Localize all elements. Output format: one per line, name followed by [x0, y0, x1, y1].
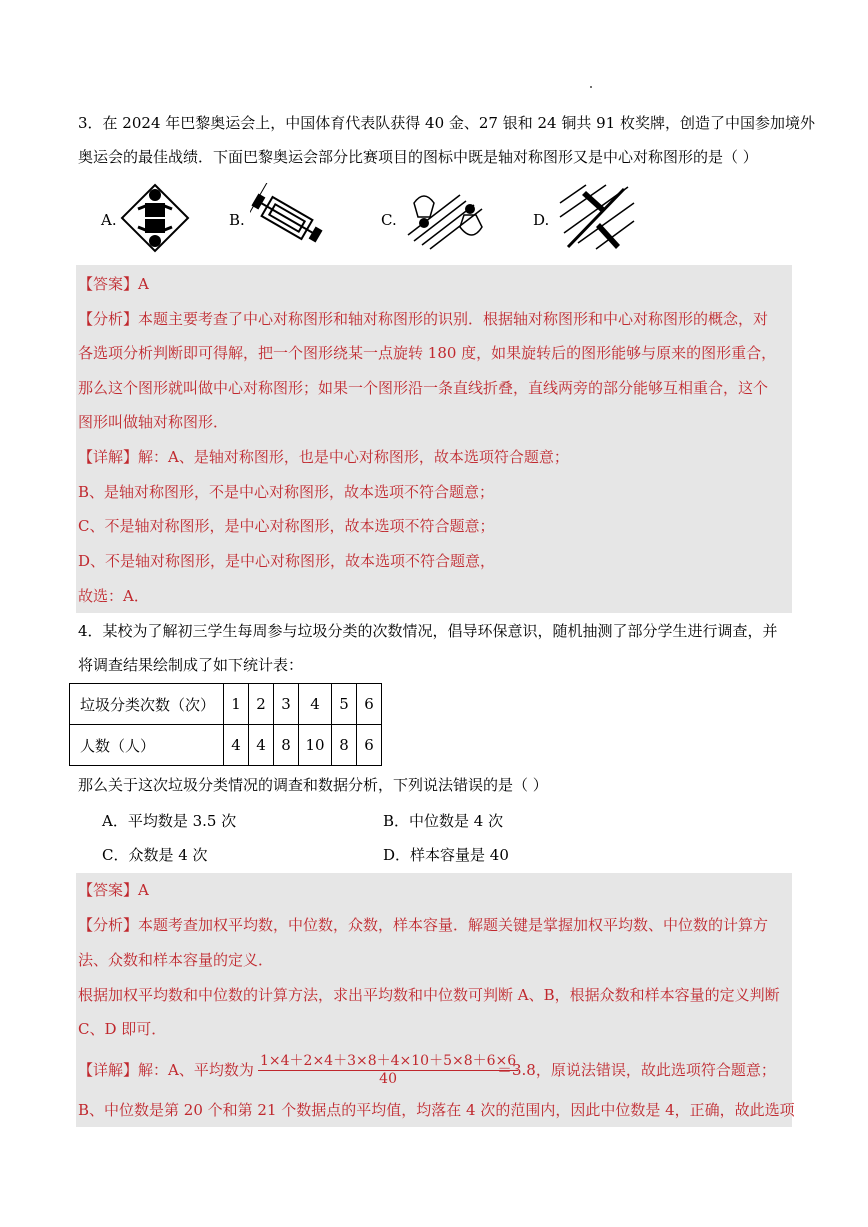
- q3-answer-tag: 【答案】: [78, 275, 139, 293]
- table-cell: 10: [299, 725, 332, 766]
- q3-detail-line4: D、不是轴对称图形，是中心对称图形，故本选项不符合题意，: [78, 552, 496, 570]
- q4-answer-tag: 【答案】: [78, 881, 139, 899]
- table-row-header: 垃圾分类次数（次）: [70, 684, 224, 725]
- fraction-denominator: 40: [379, 1071, 397, 1087]
- table-cell: 4: [299, 684, 332, 725]
- table-row-header: 人数（人）: [70, 725, 224, 766]
- table-row: [70, 725, 382, 766]
- page-dot: [590, 86, 592, 88]
- q4-detail-tag: 【详解】: [78, 1061, 139, 1079]
- q4-choice-c: C．众数是 4 次: [102, 846, 208, 864]
- table-cell: 8: [274, 725, 299, 766]
- table-cell: 2: [249, 684, 274, 725]
- q4-stem-line1: 4．某校为了解初三学生每周参与垃圾分类的次数情况，倡导环保意识，随机抽测了部分学生进行调查，并: [78, 622, 778, 640]
- fencing-pictogram-icon: [556, 183, 636, 253]
- fraction-numerator: 1×4＋2×4＋3×8＋4×10＋5×8＋6×6: [258, 1050, 518, 1071]
- q3-analysis-line2: 各选项分析判断即可得解，把一个图形绕某一点旋转 180 度，如果旋转后的图形能够与原来的图形重合，: [78, 344, 777, 362]
- q4-detail-line1-prefix: [78, 1060, 254, 1080]
- q4-analysis-tag: 【分析】: [78, 916, 139, 934]
- q3-detail-line1: [78, 447, 569, 467]
- weightlifting-pictogram-icon: [250, 183, 325, 253]
- q3-stem-line2: 奥运会的最佳战绩．下面巴黎奥运会部分比赛项目的图标中既是轴对称图形又是中心对称图形的是（ ）: [78, 148, 758, 166]
- q3-detail-text1: 解：A、是轴对称图形，也是中心对称图形，故本选项符合题意；: [138, 448, 569, 466]
- q4-answer-value: A: [138, 881, 149, 899]
- q3-analysis-line1: [78, 309, 768, 329]
- q3-option-a-label: A.: [101, 211, 117, 229]
- q4-stem-line2: 将调查结果绘制成了如下统计表：: [78, 656, 304, 674]
- q3-detail-line2: B、是轴对称图形，不是中心对称图形，故本选项不符合题意；: [78, 483, 495, 501]
- q3-answer: [78, 274, 149, 294]
- table-cell: 5: [332, 684, 357, 725]
- q4-detail-line2: B、中位数是第 20 个和第 21 个数据点的平均值，均落在 4 次的范围内，因此中位数是 4，正确，故此选项: [78, 1101, 795, 1119]
- q3-analysis-line3: 那么这个图形就叫做中心对称图形；如果一个图形沿一条直线折叠，直线两旁的部分能够互相重合，这个: [78, 379, 769, 397]
- q3-detail-line3: C、不是轴对称图形，是中心对称图形，故本选项不符合题意；: [78, 517, 495, 535]
- table-cell: 8: [332, 725, 357, 766]
- q4-question: 那么关于这次垃圾分类情况的调查和数据分析，下列说法错误的是（ ）: [78, 776, 548, 794]
- q3-detail-tag: 【详解】: [78, 448, 139, 466]
- badminton-pictogram-icon: [400, 183, 490, 253]
- q3-analysis-text1: 本题主要考查了中心对称图形和轴对称图形的识别．根据轴对称图形和中心对称图形的概念，对: [138, 310, 769, 328]
- table-cell: 6: [357, 725, 382, 766]
- q3-option-b-label: B.: [229, 211, 245, 229]
- q3-analysis-line4: 图形叫做轴对称图形．: [78, 413, 229, 431]
- q3-answer-value: A: [138, 275, 149, 293]
- q3-detail-line5: 故选：A．: [78, 587, 149, 605]
- q4-detail-suffix: ＝3.8，原说法错误，故此选项符合题意；: [497, 1061, 776, 1079]
- table-cell: 4: [224, 725, 249, 766]
- q4-detail-prefix: 解：A、平均数为: [138, 1061, 254, 1079]
- q4-choice-b: B．中位数是 4 次: [383, 812, 504, 830]
- q4-analysis-line1: [78, 915, 768, 935]
- q4-analysis-line2: 法、众数和样本容量的定义．: [78, 951, 274, 969]
- q4-analysis-line3: 根据加权平均数和中位数的计算方法，求出平均数和中位数可判断 A、B，根据众数和样本容量的定义判断: [78, 986, 780, 1004]
- weighted-mean-fraction: [258, 1050, 518, 1087]
- q4-analysis-text1: 本题考查加权平均数，中位数，众数，样本容量．解题关键是掌握加权平均数、中位数的计算方: [138, 916, 769, 934]
- q3-option-d-label: D.: [533, 211, 550, 229]
- wrestling-pictogram-icon: [120, 183, 190, 253]
- q4-analysis-line4: C、D 即可．: [78, 1020, 167, 1038]
- table-cell: 1: [224, 684, 249, 725]
- table-cell: 6: [357, 684, 382, 725]
- q3-analysis-tag: 【分析】: [78, 310, 139, 328]
- table-row: [70, 684, 382, 725]
- q4-answer: [78, 880, 149, 900]
- q3-stem-line1: 3．在 2024 年巴黎奥运会上，中国体育代表队获得 40 金、27 银和 24 铜共 91 枚奖牌，创造了中国参加境外: [78, 114, 815, 132]
- frequency-table: [69, 683, 382, 766]
- q4-choice-a: A．平均数是 3.5 次: [102, 812, 237, 830]
- q4-choice-d: D．样本容量是 40: [383, 846, 509, 864]
- q3-option-c-label: C.: [381, 211, 397, 229]
- table-cell: 3: [274, 684, 299, 725]
- table-cell: 4: [249, 725, 274, 766]
